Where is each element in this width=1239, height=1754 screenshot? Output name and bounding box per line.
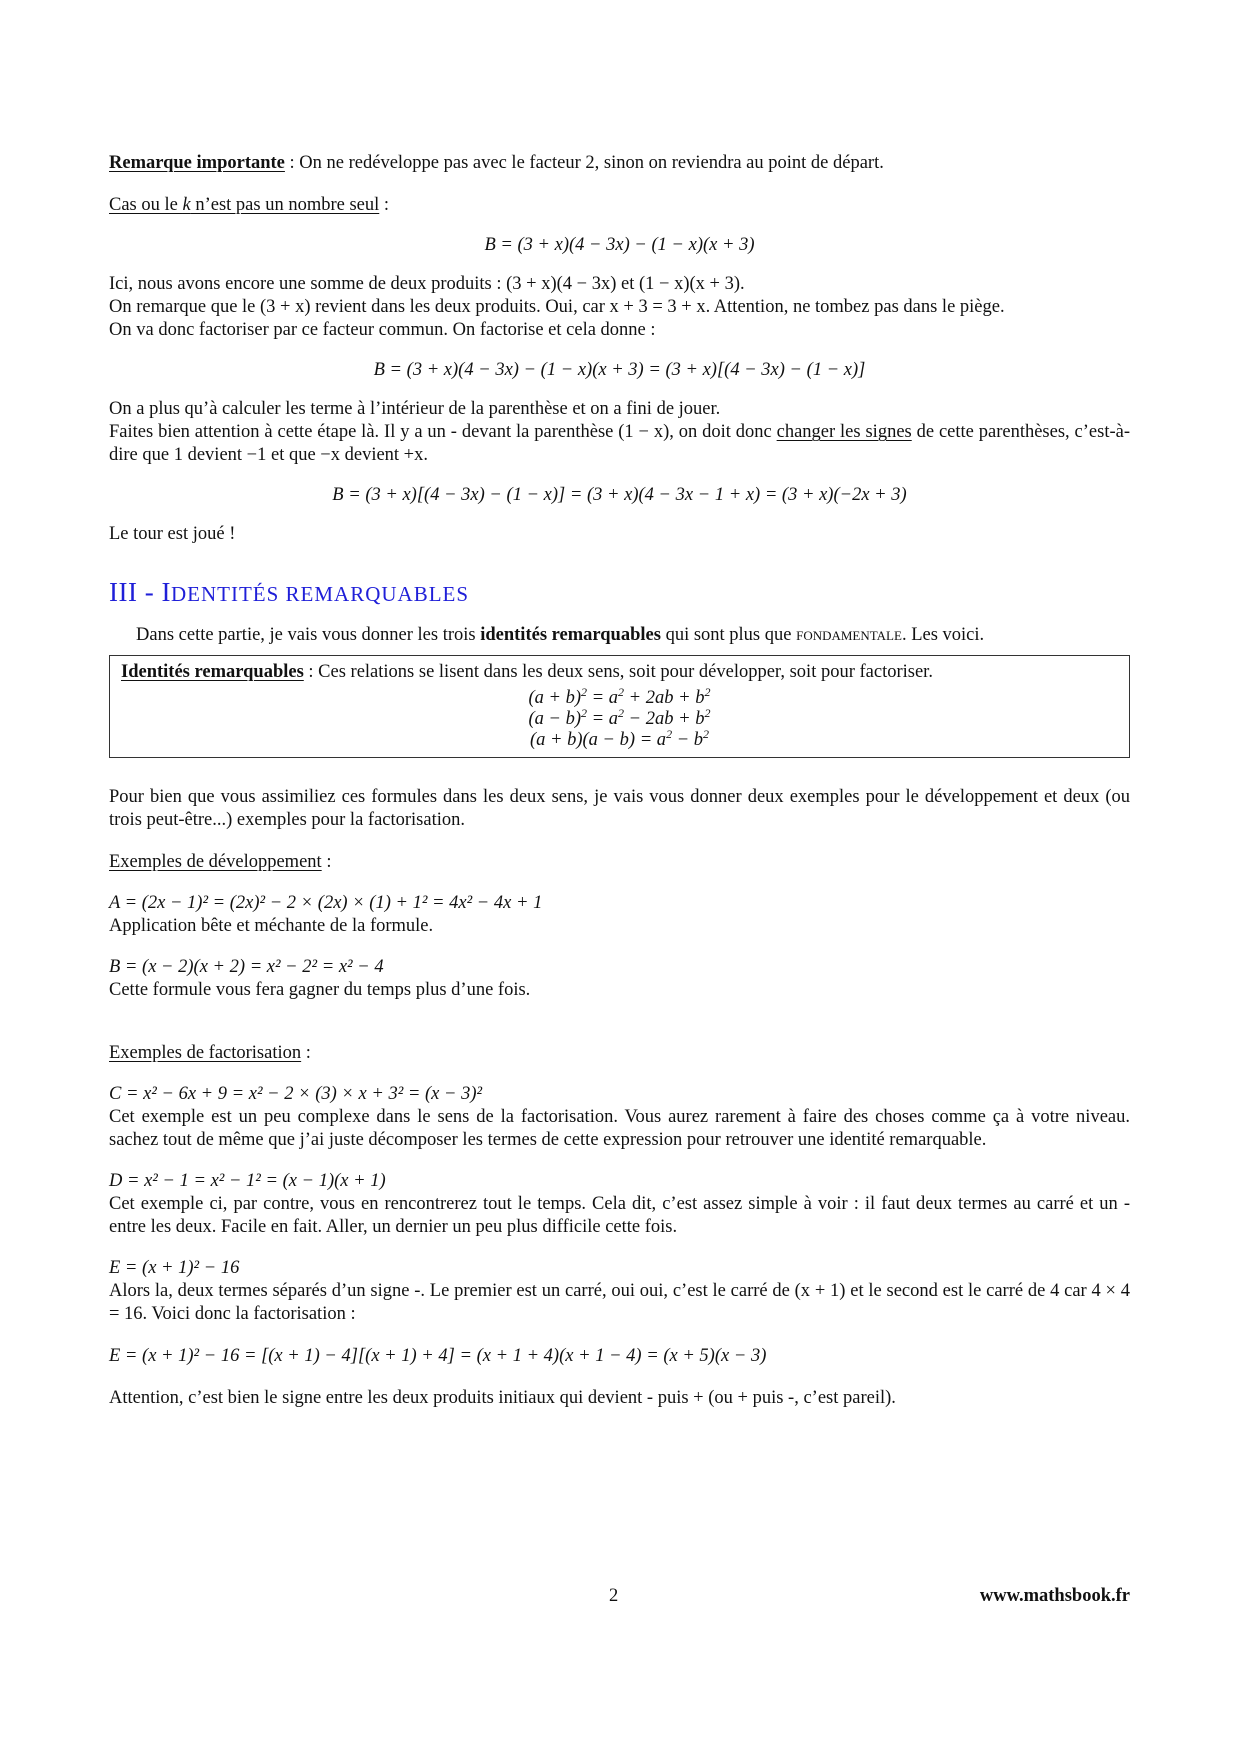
explanation-1 xyxy=(109,273,1130,342)
section-intro: Dans cette partie, je vais vous donner les trois identités remarquables qui sont plus que fondamentale. Les voici. xyxy=(136,625,985,645)
remark-label: Remarque importante xyxy=(109,153,285,173)
fact-label: Exemples de factorisation xyxy=(109,1043,302,1063)
example-c xyxy=(109,1083,1130,1152)
example-e-equation: E = (x + 1)² − 16 xyxy=(109,1258,240,1278)
page-content xyxy=(109,152,1130,1410)
remark-paragraph xyxy=(109,152,1130,175)
example-a xyxy=(109,892,1130,938)
closing-note: Attention, c’est bien le signe entre les deux produits initiaux qui devient - puis + (ou + puis -, c’est pareil). xyxy=(109,1388,896,1408)
explanation-2-line1: On a plus qu’à calculer les terme à l’intérieur de la parenthèse et on a fini de jouer. xyxy=(109,399,721,419)
example-d xyxy=(109,1170,1130,1239)
page-number: 2 xyxy=(609,1586,619,1606)
explanation-1-line3: On va donc factoriser par ce facteur commun. On factorise et cela donne : xyxy=(109,320,656,340)
identities-box-heading: Identités remarquables : Ces relations se lisent dans les deux sens, soit pour développer, soit pour factoriser. xyxy=(121,662,933,682)
dev-label: Exemples de développement xyxy=(109,852,322,872)
case-label: Cas ou le k n’est pas un nombre seul xyxy=(109,195,380,215)
case-heading: Cas ou le k n’est pas un nombre seul : xyxy=(109,195,390,215)
identities-box-label: Identités remarquables xyxy=(121,662,304,682)
identity-3: $(a + b)(a - b) = a^2 - b^2$ xyxy=(529,726,710,750)
identity-2: $(a - b)^2 = a^2 - 2ab + b^2$ xyxy=(528,705,711,729)
page-footer xyxy=(109,1585,1130,1609)
examples-intro: Pour bien que vous assimiliez ces formules dans les deux sens, je vais vous donner deux exemples pour le développement et deux (ou trois peut-être...) exemples pour la factorisation. xyxy=(109,787,1130,830)
example-e-text: Alors la, deux termes séparés d’un signe -. Le premier est un carré, oui oui, c’est le carré de (x + 1) et le second est le carré de 4 car 4 × 4 = 16. Voici donc la factorisation : xyxy=(109,1281,1130,1324)
remark-text: : On ne redéveloppe pas avec le facteur 2, sinon on reviendra au point de départ. xyxy=(284,153,884,173)
dev-heading: Exemples de développement : xyxy=(109,852,332,872)
done-text: Le tour est joué ! xyxy=(109,524,236,544)
identity-1: $(a + b)^2 = a^2 + 2ab + b^2$ xyxy=(528,684,711,708)
equation-b2: B = (3 + x)(4 − 3x) − (1 − x)(x + 3) = (3 + x)[(4 − 3x) − (1 − x)] xyxy=(373,360,866,380)
example-d-text: Cet exemple ci, par contre, vous en rencontrerez tout le temps. Cela dit, c’est assez simple à voir : il faut deux termes au carré et un - entre les deux. Facile en fait. Aller, un dernier un peu plus difficile cette fois. xyxy=(109,1194,1130,1237)
example-b-text: Cette formule vous fera gagner du temps plus d’une fois. xyxy=(109,980,531,1000)
explanation-1-line2: On remarque que le (3 + x) revient dans les deux produits. Oui, car x + 3 = 3 + x. Attention, ne tombez pas dans le piège. xyxy=(109,297,1005,317)
example-e-factorization: E = (x + 1)² − 16 = [(x + 1) − 4][(x + 1) + 4] = (x + 1 + 4)(x + 1 − 4) = (x + 5)(x − 3) xyxy=(109,1346,767,1366)
example-d-equation: D = x² − 1 = x² − 1² = (x − 1)(x + 1) xyxy=(109,1171,386,1191)
example-b xyxy=(109,956,1130,1002)
section-title: III - IDENTITÉS REMARQUABLES xyxy=(109,577,470,607)
equation-b1: B = (3 + x)(4 − 3x) − (1 − x)(x + 3) xyxy=(484,235,755,255)
example-e xyxy=(109,1257,1130,1326)
example-a-text: Application bête et méchante de la formule. xyxy=(109,916,434,936)
site-url: www.mathsbook.fr xyxy=(979,1586,1130,1606)
explanation-2-body: Faites bien attention à cette étape là. Il y a un - devant la parenthèse (1 − x), on doit donc changer les signes de cette parenthèses, c’est-à-dire que 1 devient −1 et que −x devient +x. xyxy=(109,422,1130,465)
equation-b3: B = (3 + x)[(4 − 3x) − (1 − x)] = (3 + x)(4 − 3x − 1 + x) = (3 + x)(−2x + 3) xyxy=(332,485,907,505)
example-a-equation: A = (2x − 1)² = (2x)² − 2 × (2x) × (1) + 1² = 4x² − 4x + 1 xyxy=(109,893,543,913)
explanation-1-line1: Ici, nous avons encore une somme de deux produits : (3 + x)(4 − 3x) et (1 − x)(x + 3). xyxy=(109,274,745,294)
change-signs-link: changer les signes xyxy=(776,422,912,442)
example-c-equation: C = x² − 6x + 9 = x² − 2 × (3) × x + 3² = (x − 3)² xyxy=(109,1084,483,1104)
example-c-text: Cet exemple est un peu complexe dans le sens de la factorisation. Vous aurez rarement à faire des choses comme ça à votre niveau. sachez tout de même que j’ai juste décomposer les termes de cette expression pour retrouver une identité remarquable. xyxy=(109,1107,1130,1150)
fact-heading: Exemples de factorisation : xyxy=(109,1043,311,1063)
identities-box xyxy=(109,655,1130,758)
example-b-equation: B = (x − 2)(x + 2) = x² − 2² = x² − 4 xyxy=(109,957,384,977)
explanation-2 xyxy=(109,398,1130,467)
